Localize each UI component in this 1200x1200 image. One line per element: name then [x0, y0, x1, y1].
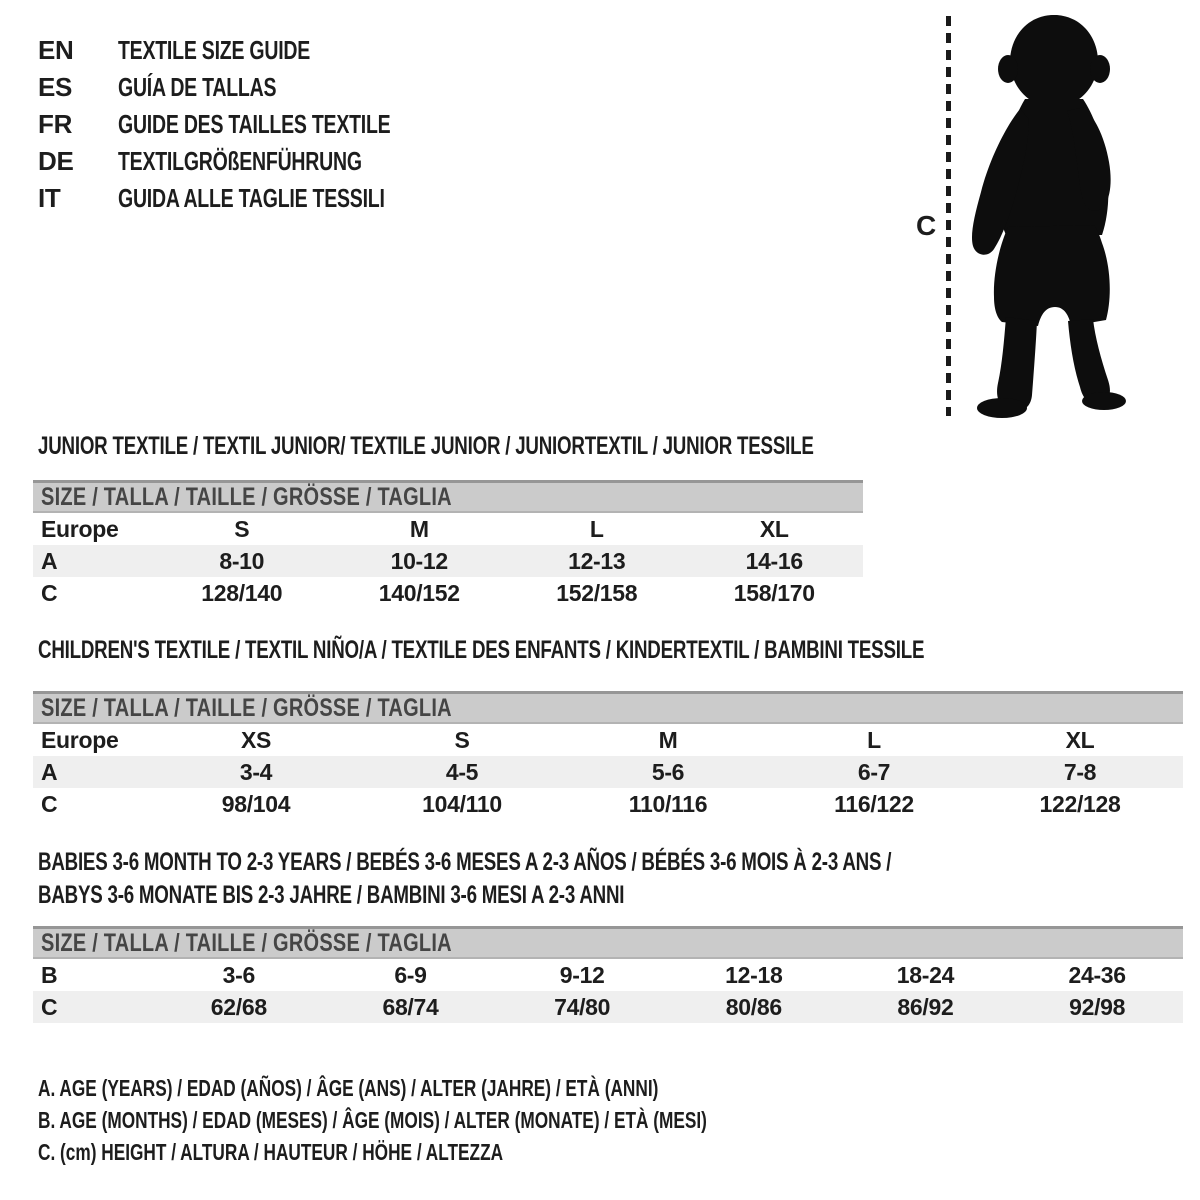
language-code: IT: [38, 183, 61, 213]
legend-line-a: A. AGE (YEARS) / EDAD (AÑOS) / ÂGE (ANS) / ALTER (JAHRE) / ETÀ (ANNI): [38, 1075, 659, 1101]
table-cell: XL: [1065, 726, 1095, 753]
section-title-junior: [38, 430, 1072, 463]
table-cell: 62/68: [210, 993, 267, 1020]
size-header-text: SIZE / TALLA / TAILLE / GRÖSSE / TAGLIA: [41, 693, 452, 722]
table-cell: 9-12: [559, 961, 605, 988]
table-cell: S: [454, 726, 470, 753]
row-label: B: [41, 961, 58, 988]
table-cell: 12-18: [725, 961, 783, 988]
language-code: EN: [38, 35, 74, 65]
table-cell: 8-10: [219, 547, 265, 574]
row-label: A: [41, 547, 58, 574]
language-row: [38, 32, 481, 69]
table-cell: 158/170: [733, 579, 815, 606]
row-label: A: [41, 758, 58, 785]
legend-line-c: C. (cm) HEIGHT / ALTURA / HAUTEUR / HÖHE / ALTEZZA: [38, 1139, 504, 1165]
table-cell: 86/92: [897, 993, 954, 1020]
table-cell: 24-36: [1068, 961, 1126, 988]
row-label: C: [41, 790, 58, 817]
size-header-text: SIZE / TALLA / TAILLE / GRÖSSE / TAGLIA: [41, 482, 452, 511]
language-title: TEXTILE SIZE GUIDE: [118, 35, 311, 65]
language-list: [38, 32, 481, 217]
language-row: [38, 69, 481, 106]
table-row: [33, 788, 1183, 820]
table-cell: 122/128: [1039, 790, 1121, 817]
table-cell: 140/152: [378, 579, 460, 606]
table-cell: 104/110: [422, 790, 502, 817]
table-row: [33, 513, 863, 545]
table-cell: 18-24: [896, 961, 955, 988]
measure-legend: [38, 1072, 930, 1168]
table-cell: XL: [759, 515, 789, 542]
language-row: [38, 106, 481, 143]
table-row: [33, 959, 1183, 991]
table-cell: S: [234, 515, 250, 542]
language-title: GUIDE DES TAILLES TEXTILE: [118, 109, 391, 139]
language-title: GUIDA ALLE TAGLIE TESSILI: [118, 183, 385, 213]
size-header-text: SIZE / TALLA / TAILLE / GRÖSSE / TAGLIA: [41, 928, 452, 957]
table-cell: L: [589, 515, 604, 542]
section-title-text: BABYS 3-6 MONATE BIS 2-3 JAHRE / BAMBINI 3-6 MESI A 2-3 ANNI: [38, 881, 625, 909]
table-cell: 110/116: [628, 790, 708, 817]
table-cell: 98/104: [221, 790, 291, 817]
table-size-header: [33, 926, 1183, 959]
junior-size-table: [33, 480, 863, 609]
table-cell: 6-9: [394, 961, 427, 988]
section-title-children: [38, 634, 1200, 667]
section-title-text: JUNIOR TEXTILE / TEXTIL JUNIOR/ TEXTILE JUNIOR / JUNIORTEXTIL / JUNIOR TESSILE: [38, 432, 814, 460]
table-row: [33, 577, 863, 609]
height-measure-label: C: [916, 210, 937, 241]
table-cell: 92/98: [1069, 993, 1126, 1020]
language-title: TEXTILGRÖßENFÜHRUNG: [118, 146, 362, 176]
language-row: [38, 180, 481, 217]
language-code: ES: [38, 72, 73, 102]
table-cell: 152/158: [556, 579, 638, 606]
table-cell: 116/122: [834, 790, 914, 817]
table-cell: 4-5: [445, 758, 479, 785]
language-code: FR: [38, 109, 73, 139]
table-cell: L: [867, 726, 881, 753]
table-cell: 14-16: [745, 547, 803, 574]
table-cell: 128/140: [201, 579, 283, 606]
table-size-header: [33, 691, 1183, 724]
table-cell: XS: [240, 726, 272, 753]
table-cell: M: [658, 726, 678, 753]
row-label: C: [41, 579, 58, 606]
section-title-text: BABIES 3-6 MONTH TO 2-3 YEARS / BEBÉS 3-6 MESES A 2-3 AÑOS / BÉBÉS 3-6 MOIS À 2-3 ANS /: [38, 848, 892, 876]
table-row: [33, 756, 1183, 788]
children-size-table: [33, 691, 1183, 820]
babies-size-table: [33, 926, 1183, 1023]
table-cell: 68/74: [382, 993, 439, 1020]
table-cell: 74/80: [554, 993, 611, 1020]
table-cell: 80/86: [725, 993, 782, 1020]
language-row: [38, 143, 481, 180]
language-title: GUÍA DE TALLAS: [118, 72, 277, 102]
language-code: DE: [38, 146, 74, 176]
toddler-silhouette-icon: [962, 14, 1148, 422]
table-cell: 7-8: [1063, 758, 1097, 785]
table-cell: 12-13: [568, 547, 626, 574]
section-title-text: CHILDREN'S TEXTILE / TEXTIL NIÑO/A / TEXTILE DES ENFANTS / KINDERTEXTIL / BAMBINI TESSILE: [38, 636, 925, 664]
table-size-header: [33, 480, 863, 513]
table-cell: 10-12: [390, 547, 448, 574]
table-cell: 6-7: [857, 758, 891, 785]
table-row: [33, 545, 863, 577]
table-cell: 3-4: [239, 758, 273, 785]
row-label: Europe: [41, 515, 119, 542]
section-title-babies: [38, 846, 1176, 912]
table-row: [33, 724, 1183, 756]
legend-line-b: B. AGE (MONTHS) / EDAD (MESES) / ÂGE (MOIS) / ALTER (MONATE) / ETÀ (MESI): [38, 1107, 707, 1133]
table-cell: M: [409, 515, 429, 542]
row-label: Europe: [41, 726, 119, 753]
row-label: C: [41, 993, 58, 1020]
table-cell: 5-6: [651, 758, 685, 785]
table-row: [33, 991, 1183, 1023]
height-measure-line: [946, 16, 951, 416]
table-cell: 3-6: [222, 961, 255, 988]
